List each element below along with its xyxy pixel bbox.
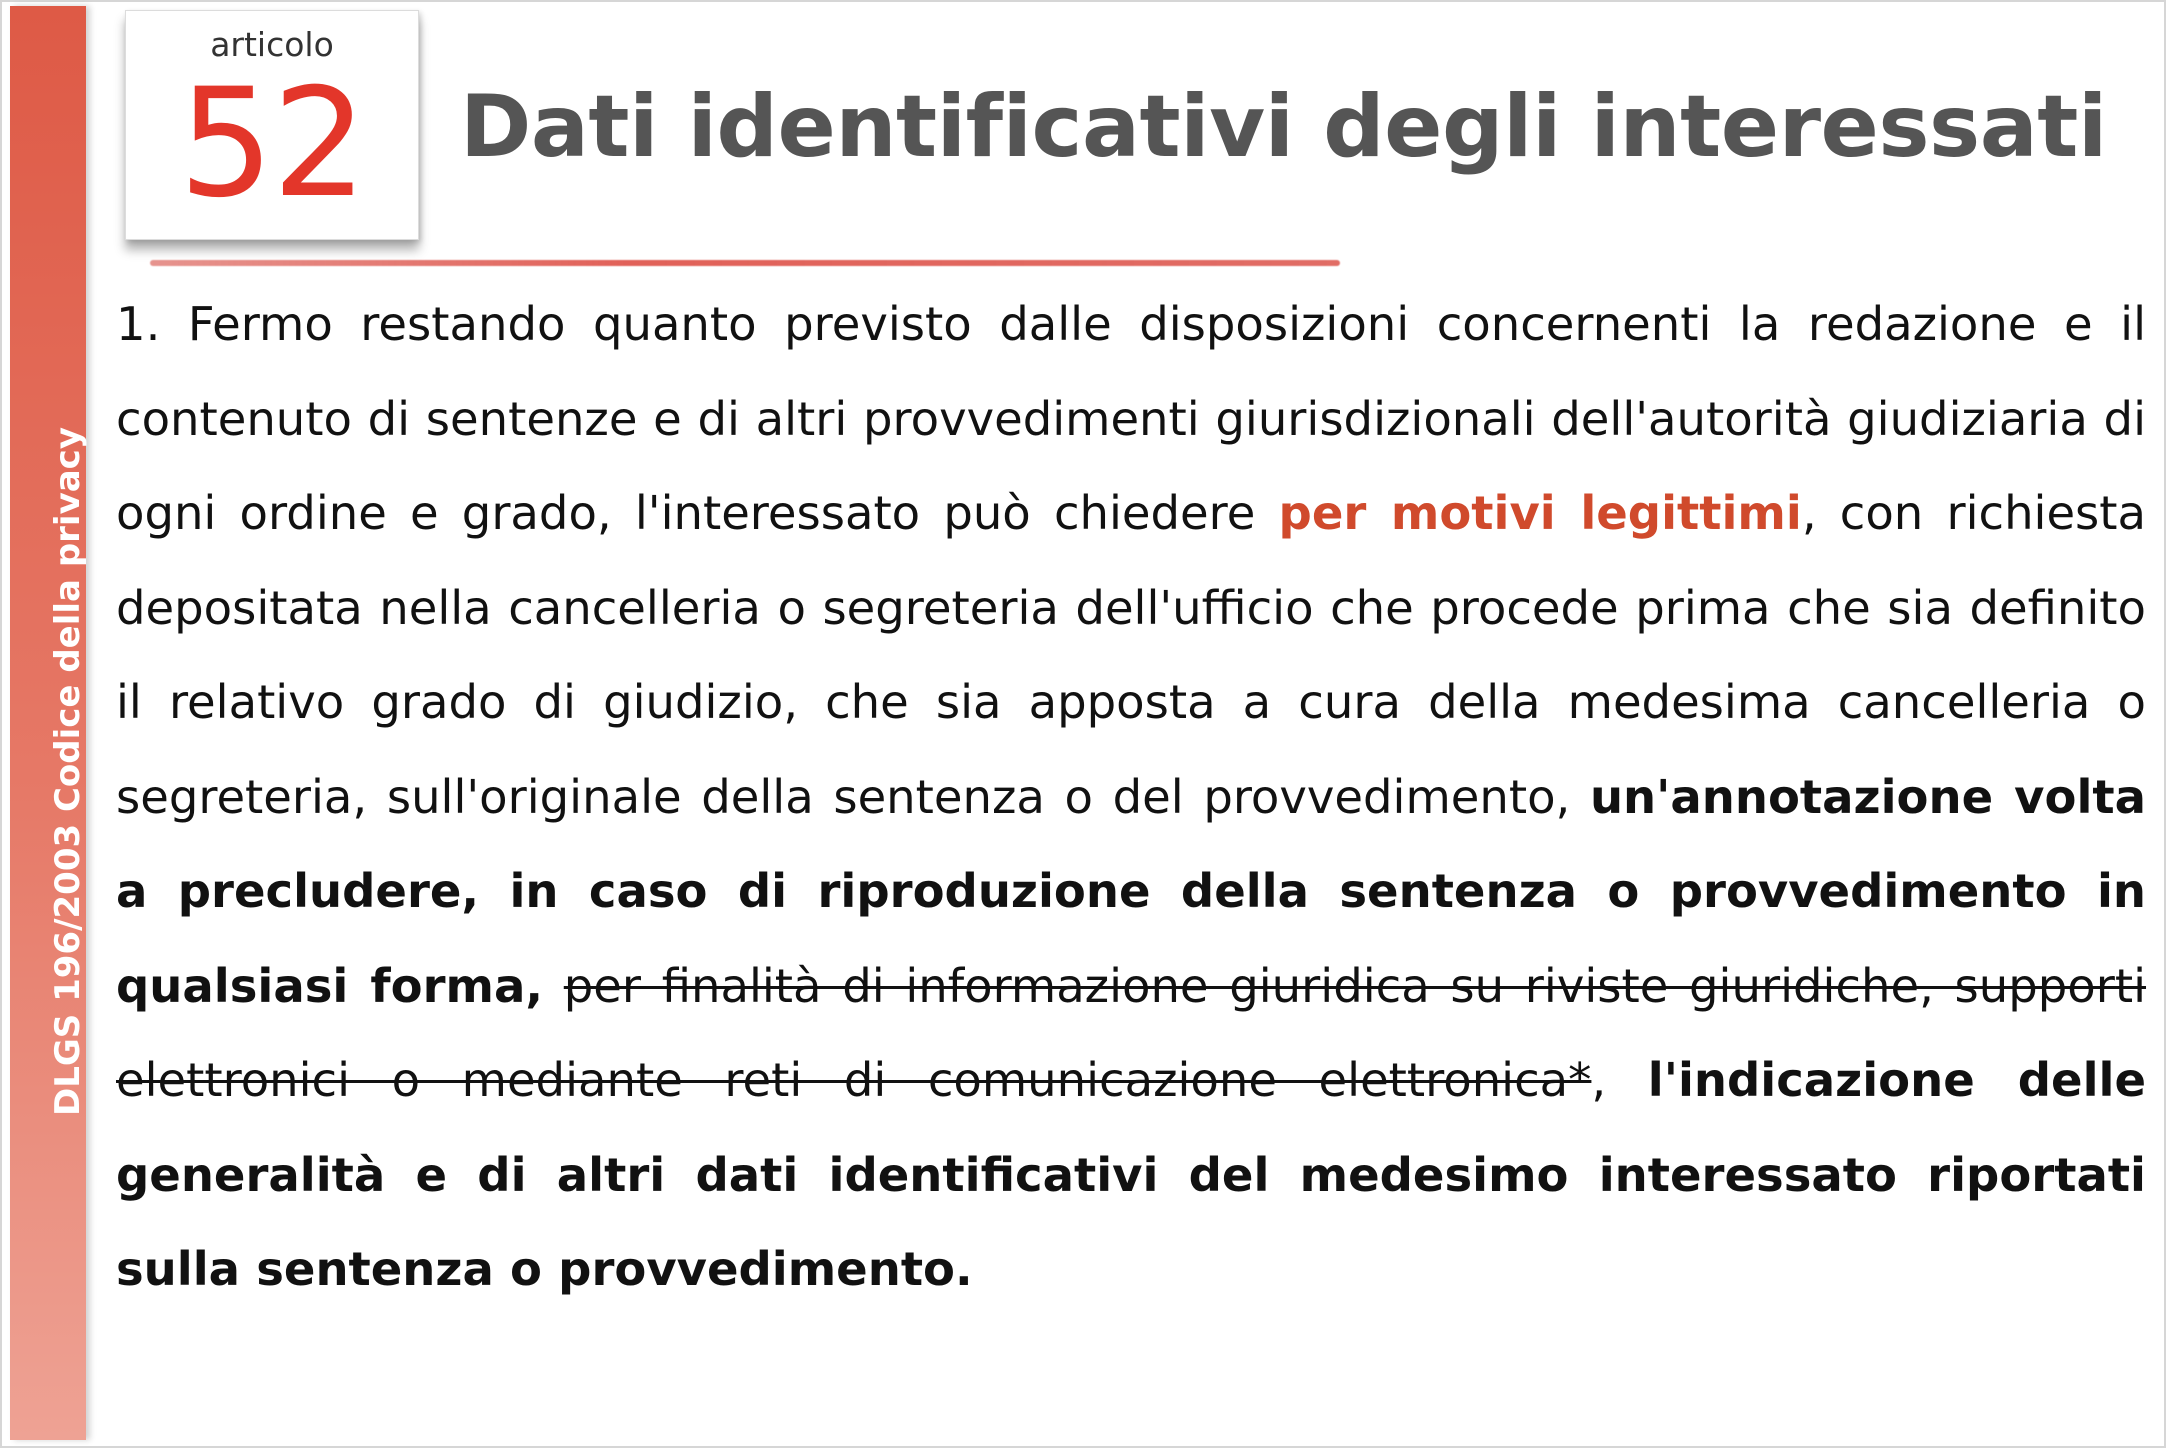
article-paragraph <box>116 277 2146 1417</box>
page-title: Dati identificativi degli interessati <box>460 77 2107 177</box>
bold-text: l'indicazione delle generalità e di altri dati identificativi del medesimo interessato riportati sulla sentenza o provvedimento. <box>116 1053 2146 1296</box>
paragraph-text <box>543 959 564 1013</box>
article-number-card <box>125 10 419 240</box>
struck-text: per finalità di informazione giuridica su riviste giuridiche, supporti elettronici o mediante reti di comunicazione elettronica* <box>116 958 2147 1107</box>
bold-text: un'annotazione volta a precludere, in caso di riproduzione della sentenza o provvedimento in qualsiasi forma, <box>116 769 2146 1013</box>
paragraph-text: , <box>1591 1053 1648 1107</box>
highlight-text: per motivi legittimi <box>1278 486 1802 540</box>
article-label: articolo <box>210 25 334 64</box>
paragraph-text: , con richiesta depositata nella cancelleria o segreteria dell'ufficio che procede prima che sia definito il relativo grado di giudizio, che sia apposta a cura della medesima cancelleria o segreteria, sull'originale della sentenza o del provvedimento, <box>116 486 2147 824</box>
paragraph-text: 1. Fermo restando quanto previsto dalle disposizioni concernenti la redazione e il contenuto di sentenze e di altri provvedimenti giurisdizionali dell'autorità giudiziaria di ogni ordine e grado, l'interessato può chiedere <box>116 297 2146 540</box>
article-number: 52 <box>178 57 366 231</box>
title-underline <box>150 260 1340 266</box>
side-label: DLGS 196/2003 Codice della privacy <box>48 427 88 1116</box>
